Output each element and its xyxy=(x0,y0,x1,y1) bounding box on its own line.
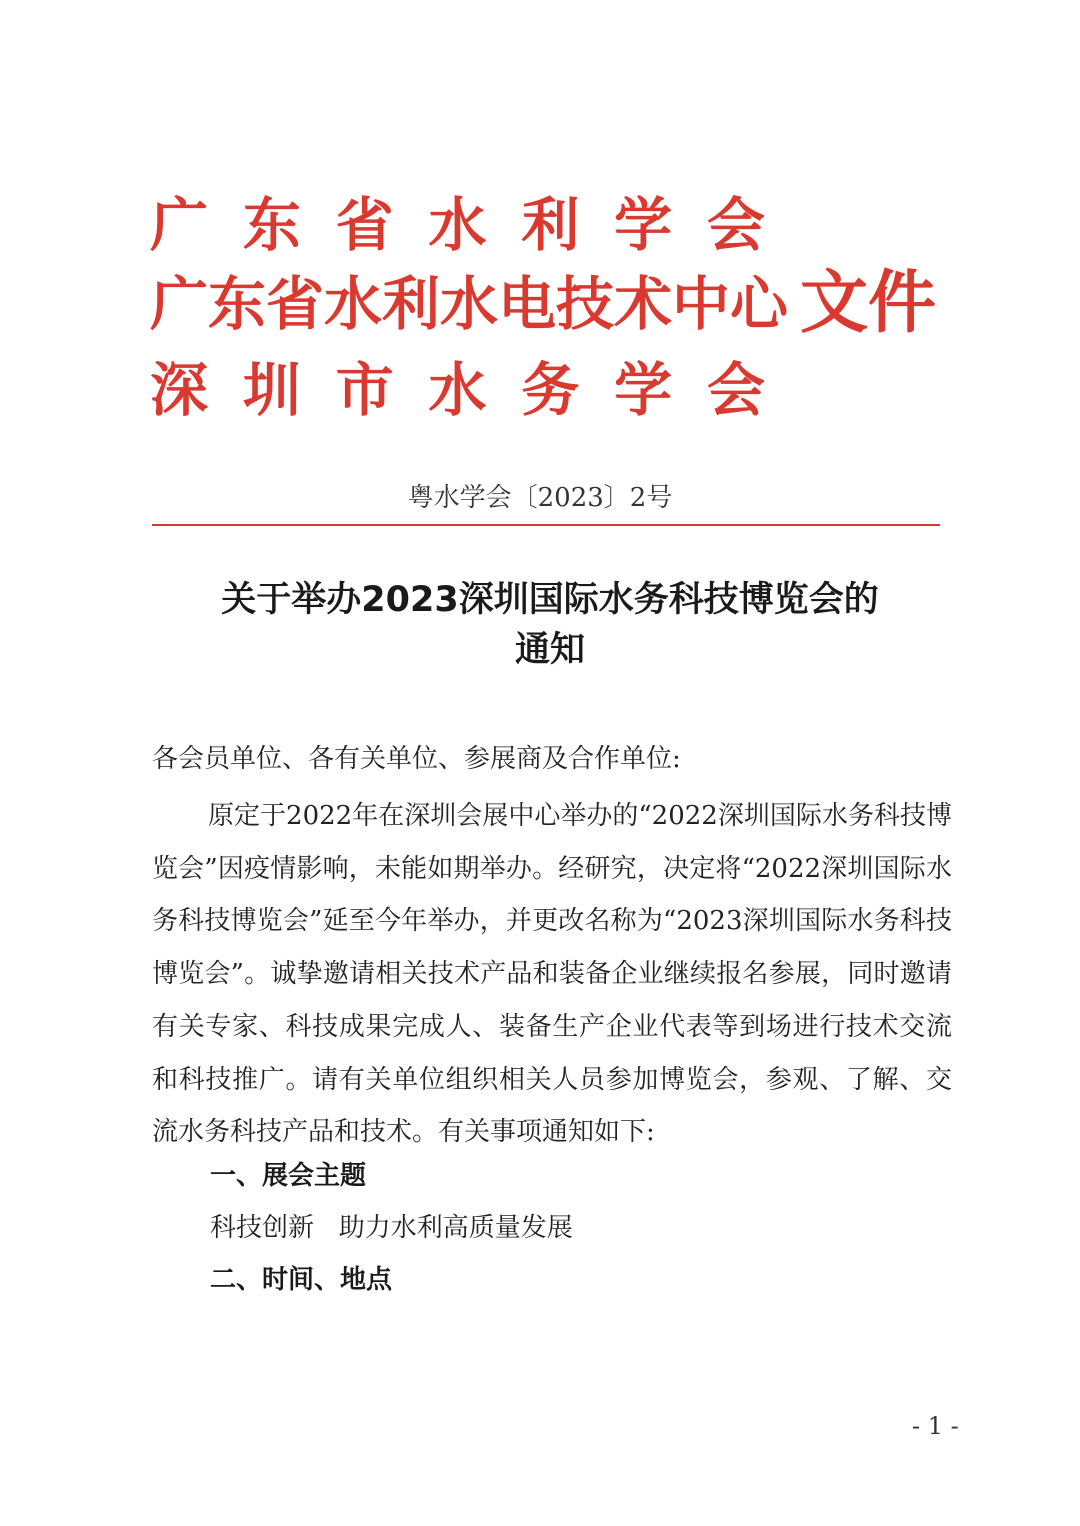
issuer-name-2: 广东省水利水电技术中心 xyxy=(150,270,789,338)
issuer-name-1 xyxy=(150,193,765,257)
exhibition-theme-text: 科技创新 助力水利高质量发展 xyxy=(210,1213,573,1243)
document-title-line-2: 通知 xyxy=(514,630,585,670)
issuer-name-3 xyxy=(150,358,765,422)
document-title-line-1: 关于举办2023深圳国际水务科技博览会的 xyxy=(221,580,879,620)
issuer-name-1-char: 东 xyxy=(242,191,301,259)
section-heading-time-place: 二、时间、地点 xyxy=(210,1265,393,1295)
issuer-name-3-char: 市 xyxy=(335,356,394,424)
issuer-name-1-char: 水 xyxy=(428,191,487,259)
document-type-label: 文件 xyxy=(800,264,937,343)
section-heading-theme: 一、展会主题 xyxy=(210,1161,367,1191)
issuer-name-3-char: 水 xyxy=(428,356,487,424)
issuer-name-3-char: 务 xyxy=(521,356,580,424)
issuer-name-1-char: 广 xyxy=(150,191,209,259)
body-paragraph: 原定于2022年在深圳会展中心举办的“2022深圳国际水务科技博览会”因疫情影响，未能如期举办。经研究，决定将“2022深圳国际水务科技博览会”延至今年举办，并更改名称为“2023深圳国际水务科技博览会”。诚挚邀请相关技术产品和装备企业继续报名参展，同时邀请有关专家、科技成果完成人、装备生产企业代表等到场进行技术交流和科技推广。请有关单位组织相关人员参加博览会，参观、了解、交流水务科技产品和技术。有关事项通知如下: xyxy=(152,801,952,1148)
issuer-name-1-char: 省 xyxy=(335,191,394,259)
issuer-name-3-char: 圳 xyxy=(242,356,301,424)
issuer-name-3-char: 深 xyxy=(150,356,209,424)
issuer-name-1-char: 利 xyxy=(521,191,580,259)
issuer-name-1-char: 学 xyxy=(614,191,673,259)
salutation: 各会员单位、各有关单位、参展商及合作单位: xyxy=(152,744,681,774)
red-divider-line xyxy=(152,524,940,526)
page-number: - 1 - xyxy=(912,1412,959,1440)
issuer-name-1-char: 会 xyxy=(706,191,765,259)
issuer-name-3-char: 会 xyxy=(706,356,765,424)
issuer-name-3-char: 学 xyxy=(614,356,673,424)
document-number: 粤水学会〔2023〕2号 xyxy=(407,483,673,513)
